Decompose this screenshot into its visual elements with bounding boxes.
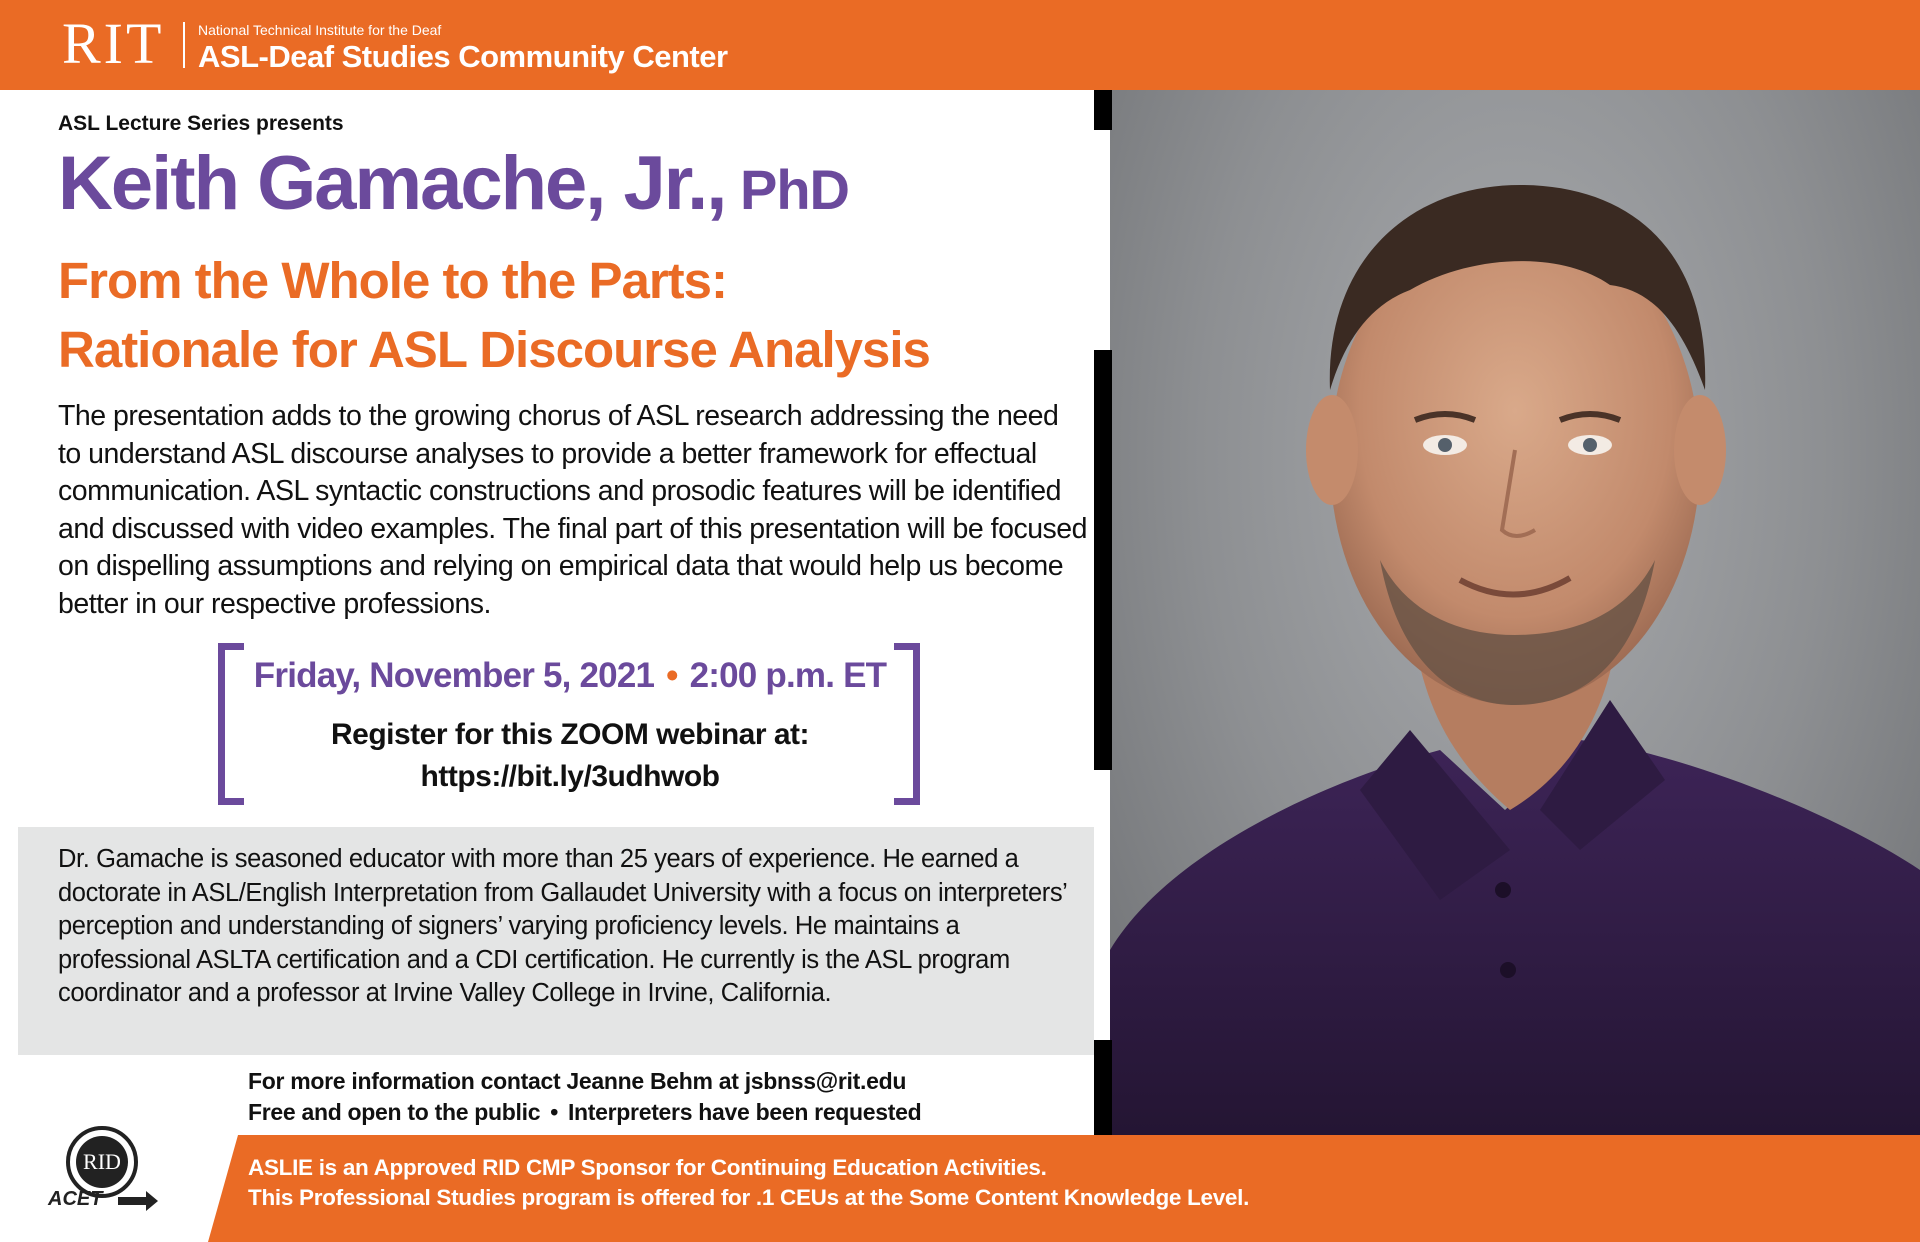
acet-logo: ACET: [48, 1188, 103, 1210]
register-label: Register for this ZOOM webinar at:: [330, 718, 810, 751]
footer-text: [248, 1153, 1249, 1213]
title-line-2: Rationale for ASL Discourse Analysis: [58, 321, 930, 378]
left-bracket: [218, 643, 244, 805]
photo-edge-accent: [1094, 350, 1112, 770]
access-line: [248, 1097, 921, 1128]
footer-line-1: ASLIE is an Approved RID CMP Sponsor for Continuing Education Activities.: [248, 1155, 1047, 1180]
abstract-text: The presentation adds to the growing chorus of ASL research addressing the need to understand ASL discourse analyses to provide a better framework for effectual communication. ASL syntactic constructions and prosodic features will be identified and discussed with video examples. The final part of this presentation will be focused on dispelling assumptions and relying on empirical data that would help us become better in our respective professions.: [58, 400, 1087, 620]
header-bar: [0, 0, 1920, 90]
interpreters-label: Interpreters have been requested: [567, 1099, 922, 1125]
institute-name: National Technical Institute for the Deaf: [198, 22, 442, 38]
title-line-1: From the Whole to the Parts:: [58, 252, 728, 309]
event-date: Friday, November 5, 2021: [253, 656, 655, 695]
register-link[interactable]: https://bit.ly/3udhwob: [420, 760, 720, 793]
bio-panel: [18, 827, 1094, 1055]
contact-info: [248, 1066, 921, 1128]
acet-arrow-icon: [118, 1197, 148, 1205]
right-bracket: [894, 643, 920, 805]
rid-seal-text: RID: [76, 1136, 128, 1188]
center-name: ASL-Deaf Studies Community Center: [198, 39, 728, 74]
speaker-name: [58, 140, 849, 227]
footer-diagonal: [208, 1135, 238, 1242]
registration-block: [250, 714, 890, 798]
photo-edge-accent: [1094, 1040, 1112, 1135]
footer-line-2: This Professional Studies program is offered for .1 CEUs at the Some Content Knowledge Level.: [248, 1185, 1250, 1210]
access-separator: •: [550, 1099, 558, 1125]
speaker-portrait-icon: [1110, 90, 1920, 1135]
date-separator: •: [666, 656, 678, 695]
speaker-bio: Dr. Gamache is seasoned educator with more than 25 years of experience. He earned a doctorate in ASL/English Interpretation from Gallaudet University with a focus on interpreters’ perception and understanding of signers’ varying proficiency levels. He maintains a professional ASLTA certification and a CDI certification. He currently is the ASL program coordinator and a professor at Irvine Valley College in Irvine, California.: [58, 845, 1067, 1007]
speaker-photo: [1110, 90, 1920, 1135]
photo-edge-accent: [1094, 90, 1112, 130]
speaker-full-name: Keith Gamache, Jr.,: [58, 141, 726, 226]
series-label: ASL Lecture Series presents: [58, 112, 344, 135]
logo-divider: [183, 22, 185, 68]
speaker-credential: PhD: [725, 158, 849, 221]
event-time: 2:00 p.m. ET: [689, 656, 887, 695]
footer-bar: [208, 1135, 1920, 1242]
rit-logo: RIT: [62, 11, 165, 76]
lecture-title: [58, 246, 1088, 384]
free-label: Free and open to the public: [248, 1099, 541, 1125]
contact-line: For more information contact Jeanne Behm at jsbnss@rit.edu: [248, 1068, 907, 1094]
event-datetime: [250, 656, 890, 696]
